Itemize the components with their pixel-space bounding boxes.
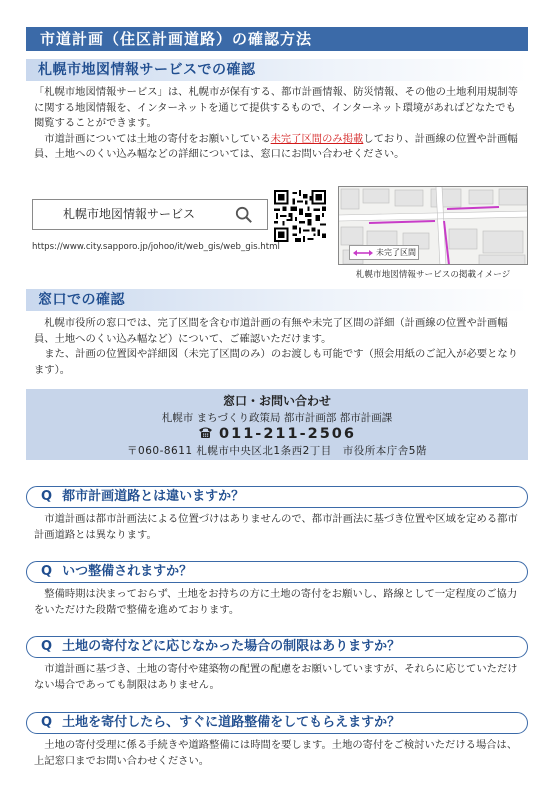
- qr-code-icon[interactable]: [274, 190, 326, 242]
- counter-paragraph-1: 札幌市役所の窓口では、完了区間を含む市道計画の有無や未完了区間の詳細（計画線の位置や計画幅員、土地へのくい込み幅など）について、ご確認いただけます。: [34, 317, 508, 345]
- map-service-description: [34, 85, 522, 163]
- contact-phone[interactable]: [26, 426, 528, 442]
- faq-q-mark: Q: [41, 715, 53, 730]
- search-box-label: 札幌市地図情報サービス: [63, 207, 196, 221]
- faq-answer-1: 市道計画は都市計画法による位置づけはありませんので、都市計画法に基づき位置や区域を定める都市計画道路とは異なります。: [34, 513, 518, 541]
- unfinished-sections-highlight: 未完了区間のみ掲載: [270, 132, 364, 145]
- map-service-paragraph-2: 市道計画については土地の寄付をお願いしている未完了区間のみ掲載しており、計画線の位置や計画幅員、土地へのくい込み幅などの詳細については、窓口にお問い合わせください。: [34, 132, 518, 160]
- faq-q-mark: Q: [41, 564, 53, 579]
- faq-question-1: Q 都市計画道路とは違いますか？: [26, 486, 528, 508]
- contact-box: [26, 389, 528, 460]
- map-service-paragraph-1: 「札幌市地図情報サービス」は、札幌市が保有する、都市計画情報、防災情報、その他の土地利用規制等に関する地図情報を、インターネットを通じて提供するもので、インターネット環境があればどなたでも閲覧することができます。: [34, 86, 518, 129]
- section-heading-map-service: 札幌市地図情報サービスでの確認: [26, 59, 528, 81]
- contact-title: 窓口・お問い合わせ: [222, 394, 331, 408]
- map-service-url[interactable]: https://www.city.sapporo.jp/johoo/it/web_gis/web_gis.html: [32, 242, 280, 252]
- map-service-search-box[interactable]: [32, 199, 268, 230]
- search-icon: [235, 206, 253, 224]
- page-title: 市道計画（住区計画道路）の確認方法: [26, 27, 528, 51]
- double-arrow-icon: [353, 249, 373, 257]
- faq-answer-3: 市道計画に基づき、土地の寄付や建築物の配置の配慮をお願いしていますが、それらに応じていただけない場合であっても制限はありません。: [34, 663, 518, 691]
- contact-phone-number: 011-211-2506: [219, 426, 356, 442]
- phone-icon: [198, 426, 213, 439]
- contact-organization: 札幌市 まちづくり政策局 都市計画部 都市計画課: [161, 412, 393, 424]
- faq-q-mark: Q: [41, 489, 53, 504]
- faq-q-mark: Q: [41, 639, 53, 654]
- faq-answer-2: 整備時期は決まっておらず、土地をお持ちの方に土地の寄付をお願いし、路線として一定程度のご協力をいただけた段階で整備を進めております。: [34, 588, 518, 616]
- map-legend-label: 未完了区間: [376, 248, 416, 257]
- faq-answer-4: 土地の寄付受理に係る手続きや道路整備には時間を要します。土地の寄付をご検討いただける場合は、上記窓口までお問い合わせください。: [34, 739, 518, 767]
- map-caption: 札幌市地図情報サービスの掲載イメージ: [355, 270, 511, 280]
- contact-address: 〒060-8611 札幌市中央区北1条西2丁目 市役所本庁舎5階: [127, 445, 427, 457]
- map-preview-image: [338, 186, 528, 265]
- faq-question-3: Q 土地の寄付などに応じなかった場合の制限はありますか？: [26, 636, 528, 658]
- map-legend: [349, 245, 419, 260]
- counter-paragraph-2: また、計画の位置図や詳細図（未完了区間のみ）のお渡しも可能です（照会用紙のご記入が必要となります）。: [34, 348, 518, 376]
- faq-question-2: Q いつ整備されますか？: [26, 561, 528, 583]
- counter-description: [34, 316, 522, 378]
- section-heading-counter: 窓口での確認: [26, 289, 528, 311]
- faq-question-4: Q 土地を寄付したら、すぐに道路整備をしてもらえますか？: [26, 712, 528, 734]
